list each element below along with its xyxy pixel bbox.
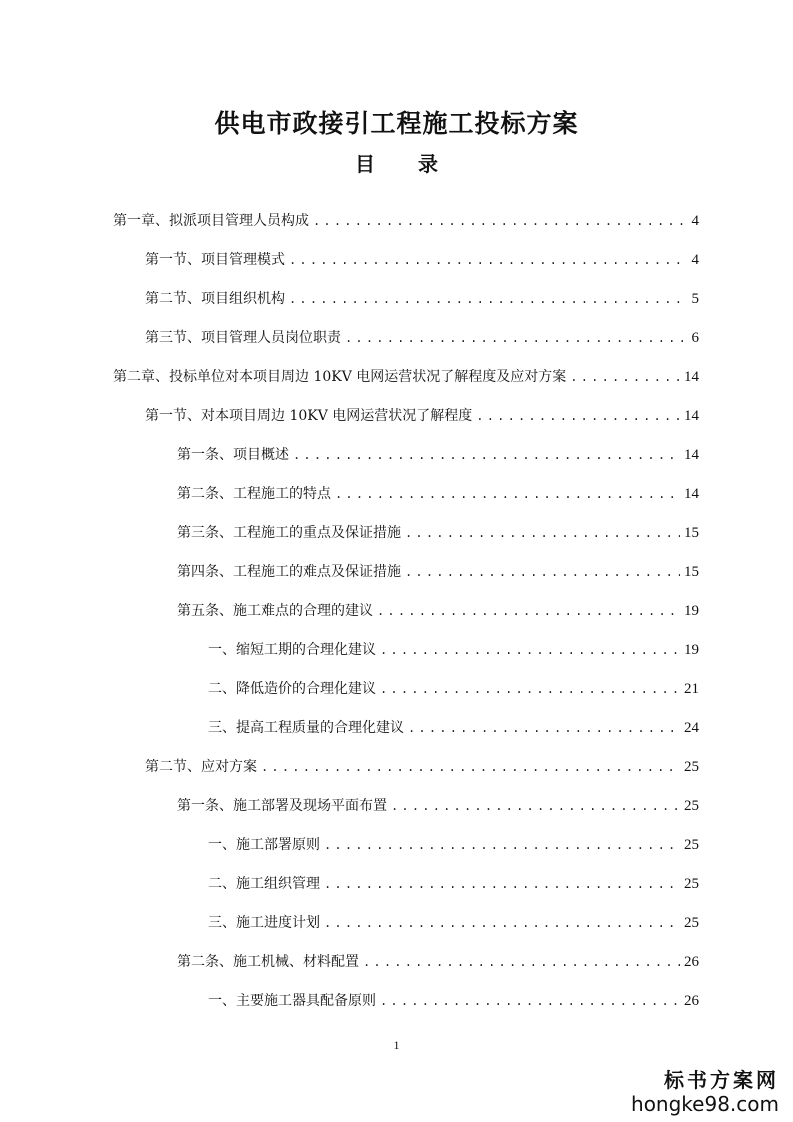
toc-entry-label: 第一条、施工部署及现场平面布置 (177, 798, 387, 814)
dot-leader (380, 639, 680, 661)
dot-leader (377, 600, 680, 622)
toc-entry-page: 19 (684, 642, 699, 658)
watermark-logo (629, 1068, 779, 1116)
toc-entry-page: 25 (684, 876, 699, 892)
toc-entry-page: 15 (684, 564, 699, 580)
dot-leader (380, 990, 680, 1012)
toc-entry-label: 第一章、拟派项目管理人员构成 (113, 213, 309, 229)
dot-leader (324, 912, 680, 934)
toc-entry[interactable] (177, 600, 699, 622)
dot-leader (405, 561, 680, 583)
toc-entry-label: 第一节、项目管理模式 (145, 252, 285, 268)
dot-leader (335, 483, 680, 505)
toc-entry-page: 25 (684, 798, 699, 814)
toc-entry[interactable] (145, 405, 699, 427)
toc-entry-label: 第二章、投标单位对本项目周边 10KV 电网运营状况了解程度及应对方案 (113, 369, 567, 385)
watermark-url: hongke98.com (631, 1092, 779, 1116)
toc-entry-page: 21 (684, 681, 699, 697)
dot-leader (476, 405, 680, 427)
toc-entry-label: 第二条、施工机械、材料配置 (177, 954, 359, 970)
dot-leader (261, 756, 680, 778)
toc-entry-label: 第五条、施工难点的合理的建议 (177, 603, 373, 619)
toc-entry[interactable] (177, 951, 699, 973)
toc-entry-page: 14 (684, 447, 699, 463)
dot-leader (345, 327, 688, 349)
dot-leader (289, 249, 688, 271)
dot-leader (405, 522, 680, 544)
toc-entry-page: 14 (684, 408, 699, 424)
toc-entry[interactable] (145, 288, 699, 310)
toc-entry-page: 14 (684, 369, 699, 385)
toc-entry-page: 24 (684, 720, 699, 736)
watermark-name: 标书方案网 (664, 1068, 779, 1092)
dot-leader (391, 795, 680, 817)
toc-entry[interactable] (177, 444, 699, 466)
dot-leader (380, 678, 680, 700)
toc-entry[interactable] (208, 834, 699, 856)
toc-entry[interactable] (145, 756, 699, 778)
toc-entry-page: 25 (684, 915, 699, 931)
toc-entry[interactable] (177, 795, 699, 817)
toc-entry[interactable] (208, 717, 699, 739)
toc-entry-page: 6 (691, 330, 699, 346)
toc-entry[interactable] (177, 483, 699, 505)
toc-entry[interactable] (177, 561, 699, 583)
toc-heading: 目 录 (355, 152, 456, 176)
dot-leader (363, 951, 680, 973)
toc-entry[interactable] (145, 249, 699, 271)
toc-entry[interactable] (208, 990, 699, 1012)
toc-entry-label: 第一节、对本项目周边 10KV 电网运营状况了解程度 (145, 408, 473, 424)
page-number: 1 (393, 1038, 400, 1052)
dot-leader (324, 873, 680, 895)
toc-entry-page: 14 (684, 486, 699, 502)
toc-entry-page: 26 (684, 993, 699, 1009)
toc-entry-label: 第二节、项目组织机构 (145, 291, 285, 307)
toc-entry-label: 第四条、工程施工的难点及保证措施 (177, 564, 401, 580)
toc-entry[interactable] (208, 873, 699, 895)
toc-entry[interactable] (177, 522, 699, 544)
toc-entry-label: 一、施工部署原则 (208, 837, 320, 853)
toc-entry-label: 第一条、项目概述 (177, 447, 289, 463)
toc-entry-page: 25 (684, 837, 699, 853)
toc-entry-label: 第三节、项目管理人员岗位职责 (145, 330, 341, 346)
toc-entry[interactable] (208, 678, 699, 700)
toc-entry-page: 4 (691, 252, 699, 268)
toc-entry-page: 5 (691, 291, 699, 307)
toc-entry-label: 二、施工组织管理 (208, 876, 320, 892)
toc-entry-page: 19 (684, 603, 699, 619)
dot-leader (570, 366, 680, 388)
toc-entry[interactable] (208, 639, 699, 661)
toc-entry-label: 第二节、应对方案 (145, 759, 257, 775)
toc-entry-label: 二、降低造价的合理化建议 (208, 681, 376, 697)
dot-leader (289, 288, 688, 310)
toc-entry-page: 25 (684, 759, 699, 775)
dot-leader (408, 717, 680, 739)
toc-entry-label: 三、施工进度计划 (208, 915, 320, 931)
toc-entry-label: 第三条、工程施工的重点及保证措施 (177, 525, 401, 541)
toc-entry[interactable] (113, 366, 699, 388)
toc-entry-label: 一、主要施工器具配备原则 (208, 993, 376, 1009)
dot-leader (313, 210, 688, 232)
document-title: 供电市政接引工程施工投标方案 (214, 109, 579, 138)
toc-entry-page: 15 (684, 525, 699, 541)
toc-entry-label: 第二条、工程施工的特点 (177, 486, 331, 502)
toc-entry[interactable] (208, 912, 699, 934)
toc-entry-label: 三、提高工程质量的合理化建议 (208, 720, 404, 736)
toc-entry[interactable] (113, 210, 699, 232)
dot-leader (293, 444, 680, 466)
dot-leader (324, 834, 680, 856)
toc-entry-page: 4 (691, 213, 699, 229)
toc-entry-label: 一、缩短工期的合理化建议 (208, 642, 376, 658)
toc-entry[interactable] (145, 327, 699, 349)
toc-entry-page: 26 (684, 954, 699, 970)
